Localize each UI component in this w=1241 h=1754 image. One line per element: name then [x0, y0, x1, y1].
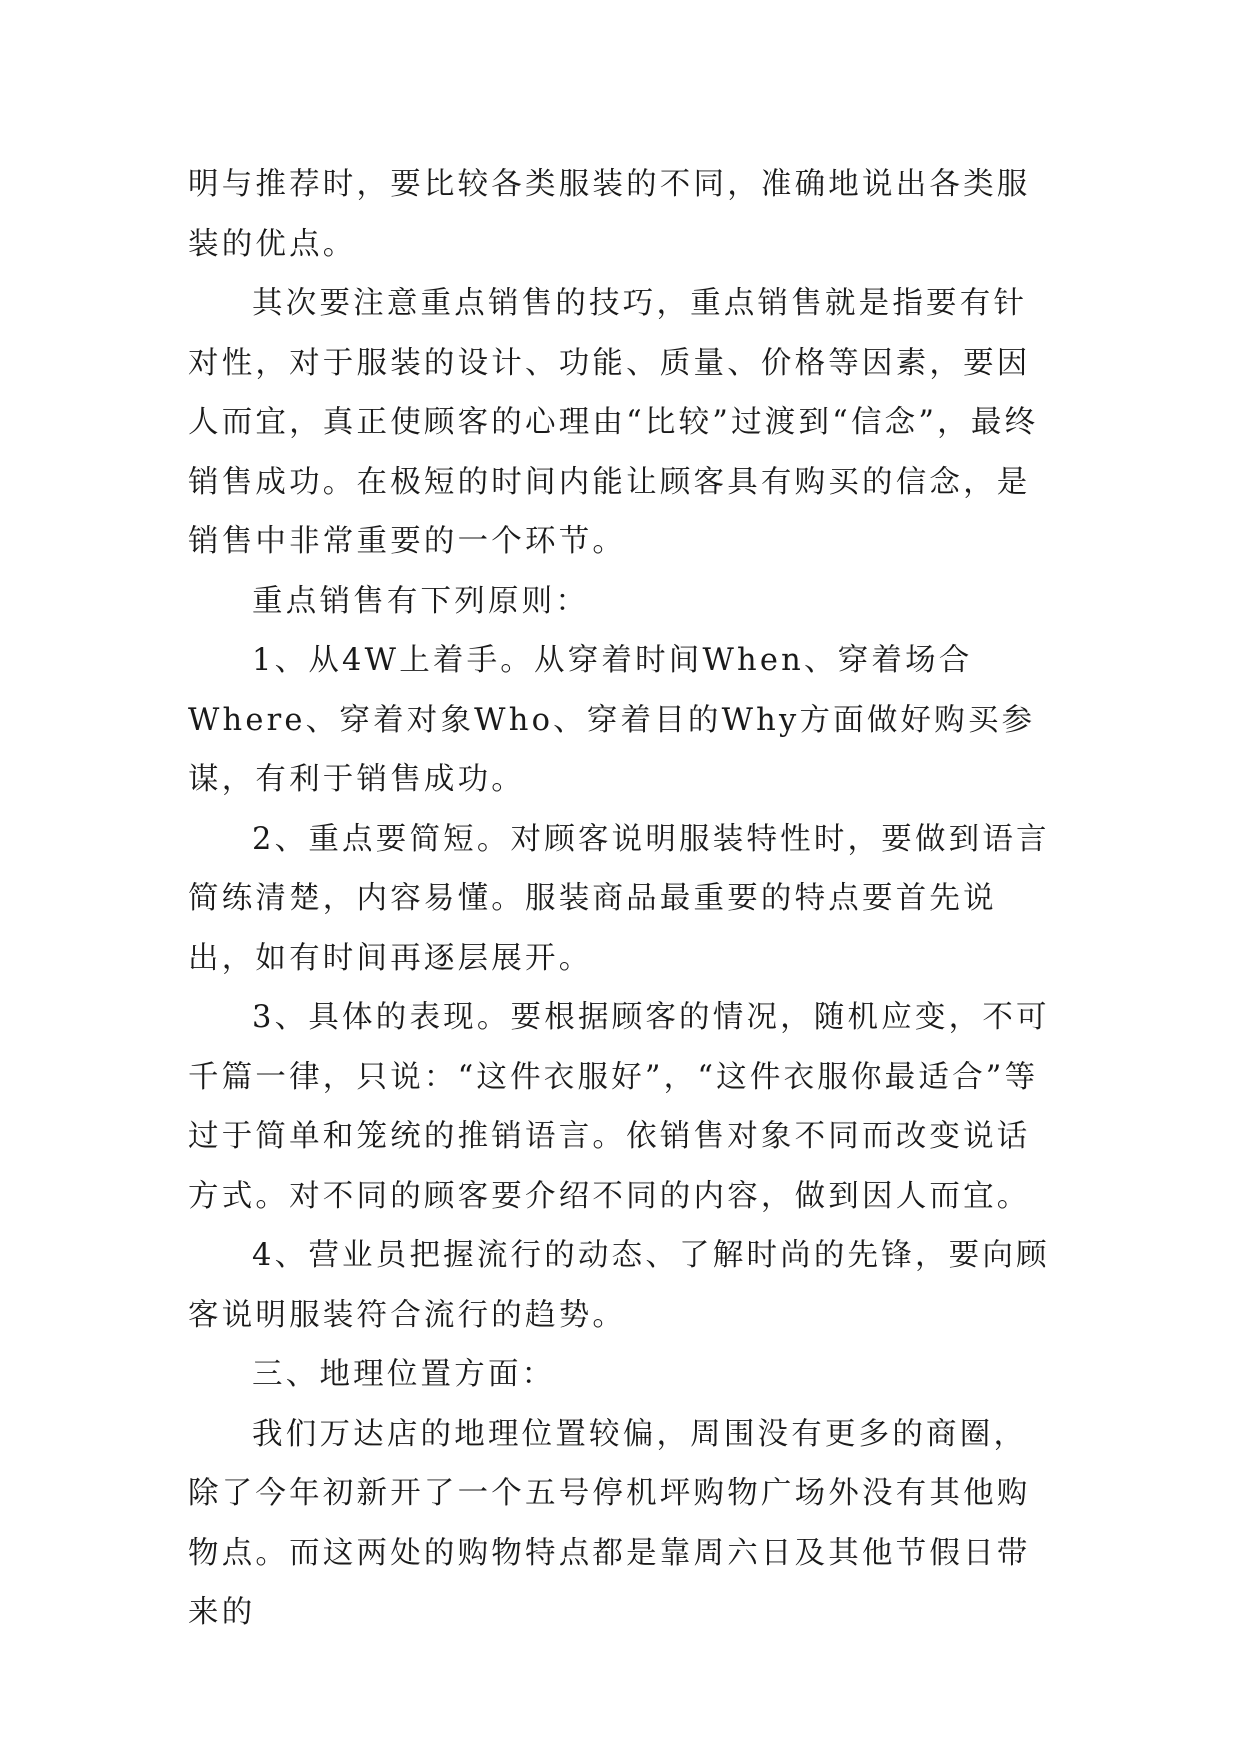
paragraph: 其次要注意重点销售的技巧，重点销售就是指要有针对性，对于服装的设计、功能、质量、价格等因素，要因人而宜，真正使顾客的心理由“比较”过渡到“信念”，最终销售成功。在极短的时间内能让顾客具有购买的信念，是销售中非常重要的一个环节。 — [188, 286, 1039, 559]
paragraph: 1、从4W上着手。从穿着时间When、穿着场合Where、穿着对象Who、穿着目的Why方面做好购买参谋，有利于销售成功。 — [188, 643, 1036, 797]
paragraph: 4、营业员把握流行的动态、了解时尚的先锋，要向顾客说明服装符合流行的趋势。 — [188, 1238, 1050, 1333]
paragraph: 3、具体的表现。要根据顾客的情况，随机应变，不可千篇一律，只说：“这件衣服好”，“这件衣服你最适合”等过于简单和笼统的推销语言。依销售对象不同而改变说话方式。对不同的顾客要介绍不同的内容，做到因人而宜。 — [188, 1000, 1050, 1214]
paragraph: 我们万达店的地理位置较偏，周围没有更多的商圈，除了今年初新开了一个五号停机坪购物广场外没有其他购物点。而这两处的购物特点都是靠周六日及其他节假日带来的 — [188, 1416, 1031, 1630]
paragraph: 三、地理位置方面： — [252, 1357, 556, 1392]
paragraph: 2、重点要简短。对顾客说明服装特性时，要做到语言简练清楚，内容易懂。服装商品最重要的特点要首先说出，如有时间再逐层展开。 — [188, 821, 1050, 976]
paragraph: 明与推荐时，要比较各类服装的不同，准确地说出各类服装的优点。 — [188, 167, 1031, 262]
document-body — [188, 155, 1058, 1643]
paragraph: 重点销售有下列原则： — [252, 583, 590, 619]
